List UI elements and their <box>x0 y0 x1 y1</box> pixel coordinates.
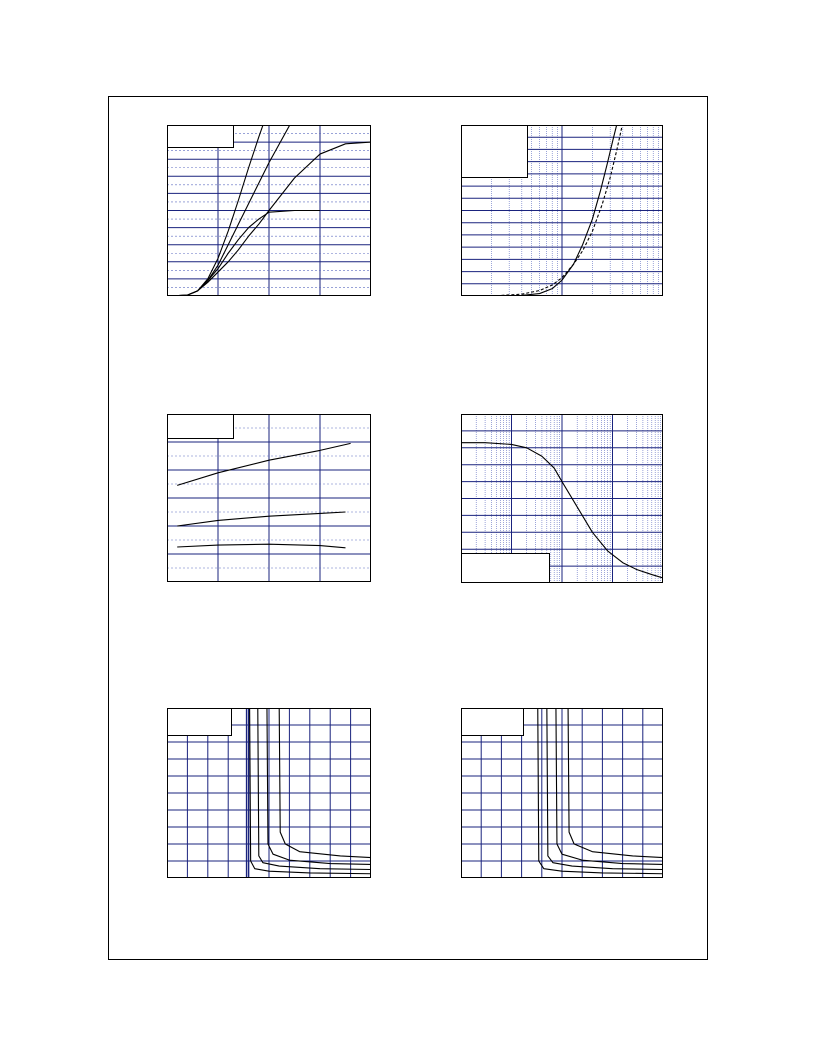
chart-output-characteristics <box>167 125 371 296</box>
series-group <box>177 443 350 547</box>
series-group <box>250 708 371 874</box>
plot-area <box>167 414 371 582</box>
chart-log-decay <box>461 414 663 583</box>
legend-box <box>168 415 234 439</box>
legend-box <box>462 126 528 178</box>
legend-box <box>168 126 234 148</box>
series-line-2 <box>547 708 663 870</box>
series-line-1 <box>177 443 350 485</box>
plot-area <box>167 125 371 296</box>
legend-box <box>462 554 550 583</box>
plot-area <box>461 125 663 296</box>
plot-area <box>167 708 371 878</box>
chart-transfer-characteristics <box>461 125 663 296</box>
chart-on-resistance <box>167 414 371 582</box>
legend-box <box>168 709 232 736</box>
plot-area <box>461 708 663 878</box>
chart-breakdown-a <box>167 708 371 878</box>
series-line-2 <box>258 708 371 870</box>
legend-box <box>462 709 524 736</box>
plot-area <box>461 414 663 583</box>
chart-breakdown-b <box>461 708 663 878</box>
series-line-3 <box>267 708 371 864</box>
series-line-3 <box>556 708 663 864</box>
series-group <box>538 708 663 874</box>
grid <box>167 414 371 582</box>
series-line-4 <box>279 708 371 858</box>
